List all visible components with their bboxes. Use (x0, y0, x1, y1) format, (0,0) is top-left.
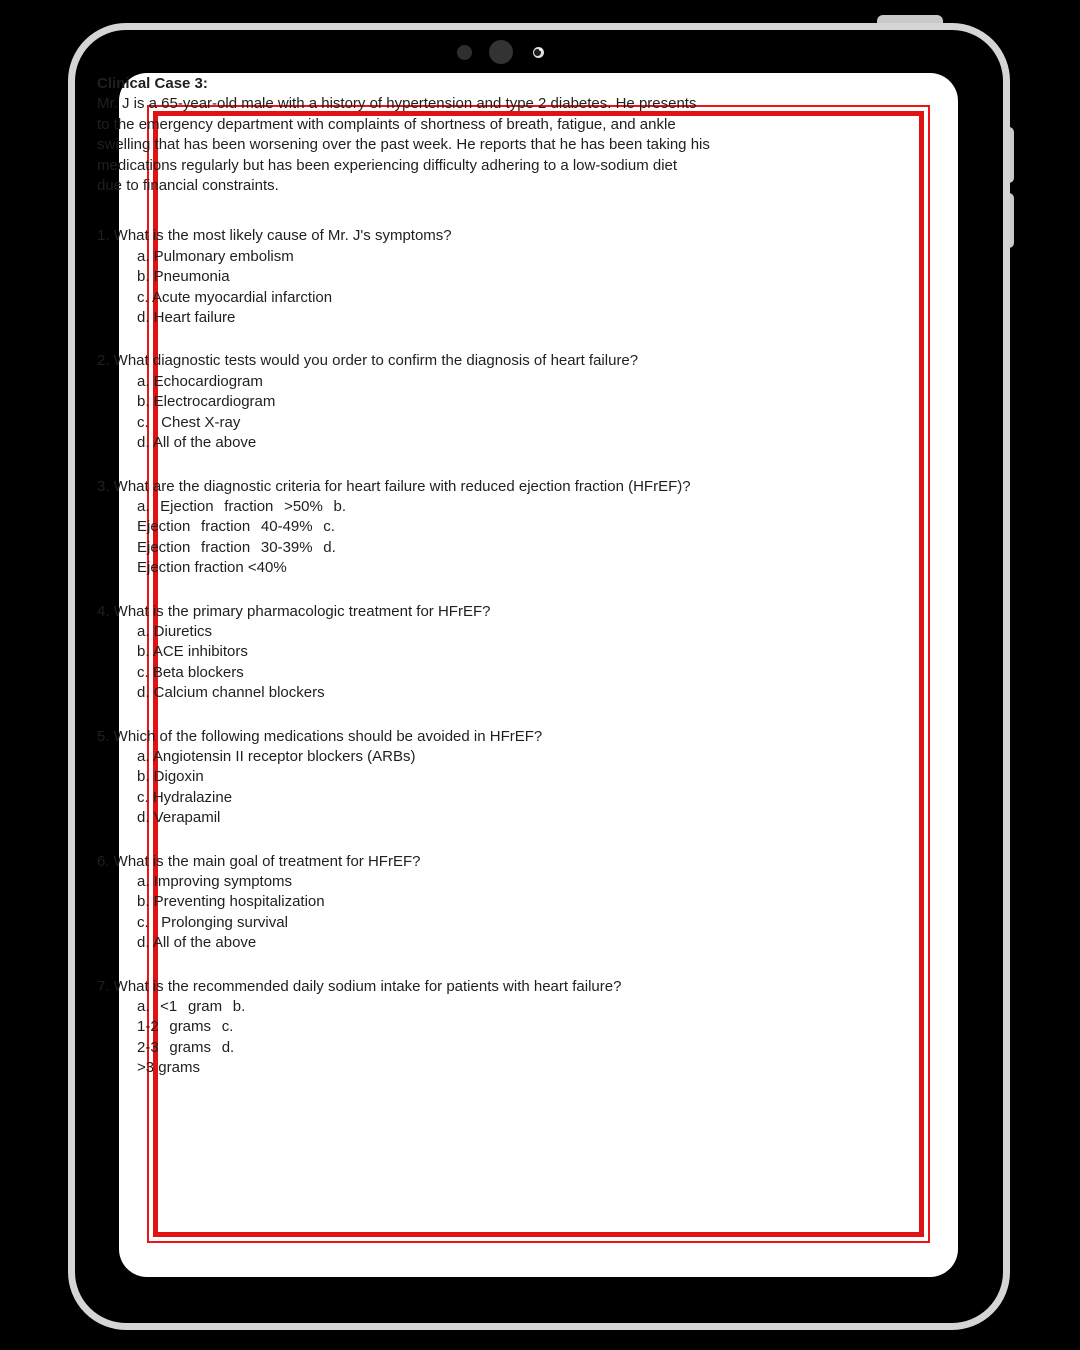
question-option: Ejection fraction 40-49% c. (137, 518, 335, 536)
question-option: a. Pulmonary embolism (137, 247, 294, 265)
front-camera-sensor-icon (489, 40, 513, 64)
question-block (97, 602, 817, 704)
front-camera-lens-icon (533, 47, 544, 58)
question-prompt: 4. What is the primary pharmacologic treatment for HFrEF? (97, 602, 491, 620)
question-prompt: 2. What diagnostic tests would you order to confirm the diagnosis of heart failure? (97, 352, 639, 370)
document-page (97, 74, 817, 1079)
question-option: d. Verapamil (137, 809, 221, 827)
question-option: d. Calcium channel blockers (137, 684, 325, 702)
question-option: a. <1 gram b. (137, 998, 246, 1016)
question-block (97, 977, 817, 1079)
case-line: Mr. J is a 65-year-old male with a history of hypertension and type 2 diabetes. He presents (97, 95, 697, 113)
camera-glint-icon (539, 48, 542, 51)
question-option: a. Echocardiogram (137, 372, 263, 390)
question-option: a. Angiotensin II receptor blockers (ARBs) (137, 747, 416, 765)
question-block (97, 226, 817, 328)
question-option: Ejection fraction <40% (137, 559, 287, 577)
question-option: c. Acute myocardial infarction (137, 288, 333, 306)
question-option: c. Prolonging survival (137, 913, 288, 931)
question-prompt: 3. What are the diagnostic criteria for heart failure with reduced ejection fraction (HFrEF)? (97, 477, 691, 495)
question-prompt: 1. What is the most likely cause of Mr. J's symptoms? (97, 227, 452, 245)
question-option: a. Ejection fraction >50% b. (137, 497, 347, 515)
question-option: b. Pneumonia (137, 268, 230, 286)
question-option: 1-2 grams c. (137, 1018, 234, 1036)
question-option: d. Heart failure (137, 309, 236, 327)
case-line: due to financial constraints. (97, 177, 279, 195)
question-block (97, 477, 817, 579)
question-block (97, 351, 817, 453)
question-option: c. Chest X-ray (137, 413, 241, 431)
question-option: b. Electrocardiogram (137, 393, 276, 411)
question-option: d. All of the above (137, 434, 257, 452)
case-title: Clinical Case 3: (97, 75, 208, 92)
case-line: to the emergency department with complaints of shortness of breath, fatigue, and ankle (97, 115, 676, 133)
question-option: b. Preventing hospitalization (137, 893, 325, 911)
question-option: c. Beta blockers (137, 663, 244, 681)
question-prompt: 5. Which of the following medications should be avoided in HFrEF? (97, 727, 543, 745)
question-option: Ejection fraction 30-39% d. (137, 538, 336, 556)
question-option: 2-3 grams d. (137, 1038, 235, 1056)
case-line: swelling that has been worsening over the past week. He reports that he has been taking his (97, 136, 710, 154)
question-option: d. All of the above (137, 934, 257, 952)
question-option: a. Improving symptoms (137, 873, 293, 890)
question-option: b. ACE inhibitors (137, 643, 248, 661)
question-option: c. Hydralazine (137, 788, 233, 806)
question-option: >3 grams (137, 1059, 200, 1077)
question-block (97, 852, 817, 954)
question-option: a. Diuretics (137, 622, 213, 640)
front-camera-dot-icon (457, 45, 472, 60)
case-line: medications regularly but has been experiencing difficulty adhering to a low-sodium diet (97, 156, 678, 174)
question-prompt: 7. What is the recommended daily sodium intake for patients with heart failure? (97, 977, 622, 995)
question-option: b. Digoxin (137, 768, 204, 786)
question-prompt: 6. What is the main goal of treatment for HFrEF? (97, 852, 421, 870)
question-block (97, 727, 817, 829)
